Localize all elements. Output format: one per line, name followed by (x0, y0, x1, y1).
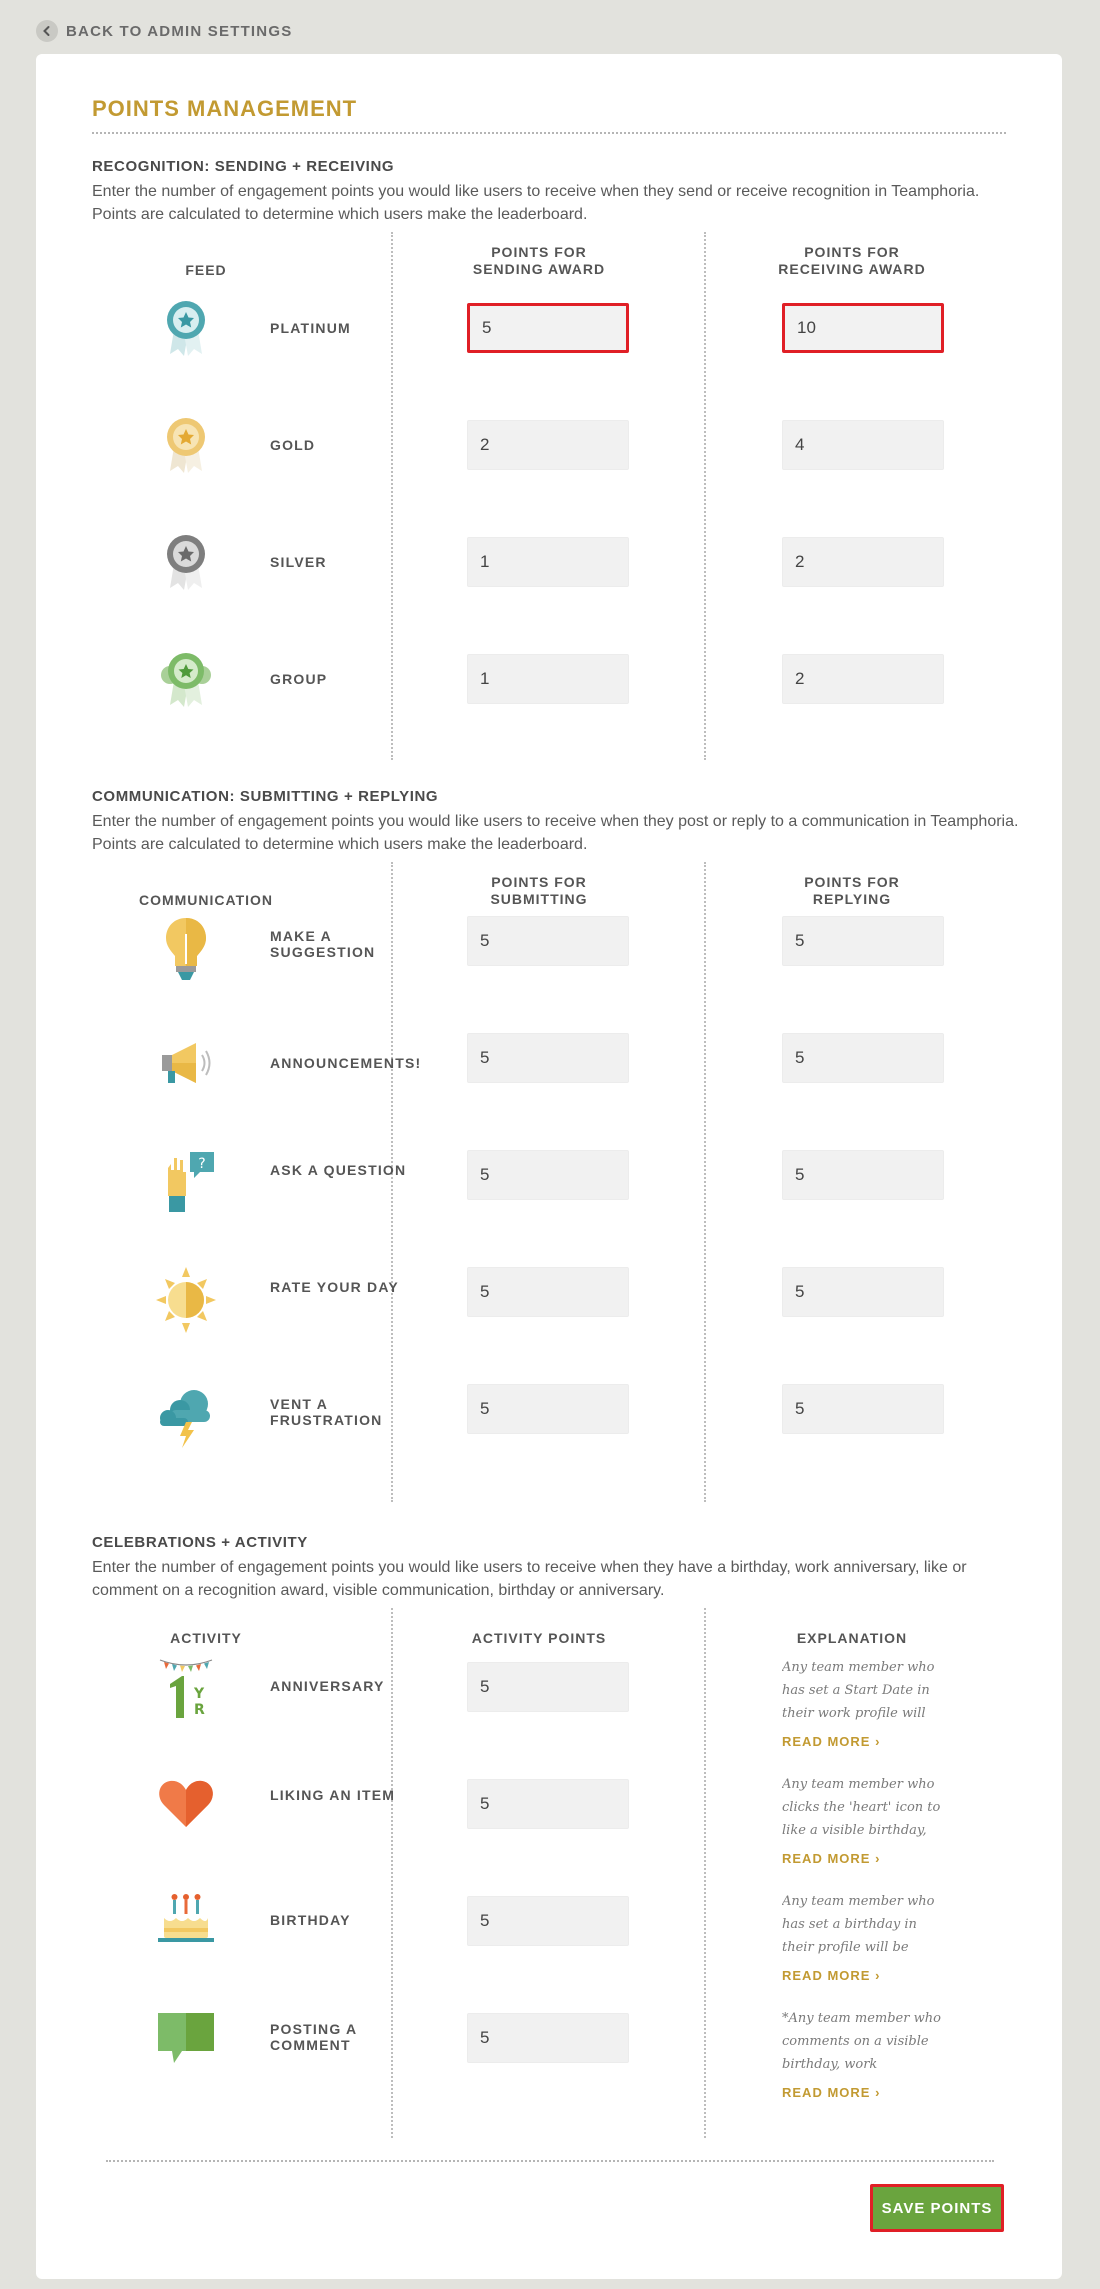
anniversary-icon (156, 1654, 216, 1724)
communication-row-suggestion (36, 916, 1062, 976)
communication-title: COMMUNICATION: SUBMITTING + REPLYING (92, 788, 439, 805)
recognition-description: Enter the number of engagement points you would like users to receive when they send or receive recognition in Teamphoria. Points are calculated to determine which users make the leaderboard. (92, 183, 980, 223)
communication-row-question (36, 1150, 1062, 1210)
platinum-sending-points-input[interactable] (467, 303, 629, 353)
announcements-replying-points-input[interactable] (782, 1033, 944, 1083)
group-award-icon (156, 649, 216, 709)
svg-text:Y: Y (194, 1686, 205, 1702)
silver-receiving-points-input[interactable] (782, 537, 944, 587)
activity-points-column-header: ACTIVITY POINTS (471, 1630, 607, 1646)
activity-row-comment (36, 2007, 1062, 2100)
recognition-row-silver (36, 532, 1062, 592)
gold-sending-points-input[interactable] (467, 420, 629, 470)
sun-icon (156, 1265, 216, 1335)
activity-row-label: POSTING A COMMENT (270, 2021, 357, 2053)
communication-row-label: VENT A FRUSTRATION (270, 1396, 383, 1428)
birthday-points-input[interactable] (467, 1896, 629, 1946)
recognition-row-label: PLATINUM (270, 320, 351, 336)
anniversary-explanation: Any team member who has set a Start Date in their work profile will (782, 1660, 935, 1721)
activity-row-anniversary (36, 1656, 1062, 1749)
recognition-row-label: GOLD (270, 437, 316, 453)
communication-row-label: ASK A QUESTION (270, 1162, 407, 1178)
read-more-label: READ MORE (782, 1968, 871, 1983)
chevron-right-icon: › (875, 1734, 881, 1749)
feed-column-header: FEED (185, 262, 227, 278)
title-divider (92, 132, 1006, 134)
vent-replying-points-input[interactable] (782, 1384, 944, 1434)
rate-day-replying-points-input[interactable] (782, 1267, 944, 1317)
comment-explanation: *Any team member who comments on a visible birthday, work (782, 2011, 941, 2072)
lightbulb-icon (156, 914, 216, 984)
back-to-admin-settings-link[interactable] (36, 20, 292, 42)
anniversary-points-input[interactable] (467, 1662, 629, 1712)
recognition-row-platinum (36, 298, 1062, 358)
communication-row-label: ANNOUNCEMENTS! (270, 1055, 422, 1071)
page-title: POINTS MANAGEMENT (92, 96, 358, 121)
communication-description: Enter the number of engagement points you would like users to receive when they post or reply to a communication in Teamphoria. Points are calculated to determine which users make the leaderboard. (92, 813, 1019, 853)
birthday-cake-icon (156, 1890, 216, 1950)
communication-row-announcements (36, 1033, 1062, 1093)
activity-column-header: ACTIVITY (170, 1630, 242, 1646)
celebrations-description: Enter the number of engagement points you would like users to receive when they have a birthday, work anniversary, like or comment on a recognition award, visible communication, birthday or anniversary. (92, 1559, 967, 1599)
recognition-row-gold (36, 415, 1062, 475)
activity-row-label: BIRTHDAY (270, 1912, 351, 1928)
platinum-award-icon (156, 298, 216, 358)
recognition-row-label: GROUP (270, 671, 328, 687)
recognition-title: RECOGNITION: SENDING + RECEIVING (92, 158, 395, 175)
read-more-label: READ MORE (782, 2085, 871, 2100)
chevron-left-icon (36, 20, 58, 42)
communication-row-rate-day (36, 1267, 1062, 1327)
communication-row-label: RATE YOUR DAY (270, 1279, 399, 1295)
celebrations-title: CELEBRATIONS + ACTIVITY (92, 1534, 308, 1551)
activity-row-birthday (36, 1890, 1062, 1983)
question-replying-points-input[interactable] (782, 1150, 944, 1200)
read-more-label: READ MORE (782, 1734, 871, 1749)
communication-column-header: COMMUNICATION (138, 892, 274, 908)
explanation-column-header: EXPLANATION (796, 1630, 908, 1646)
platinum-receiving-points-input[interactable] (782, 303, 944, 353)
submitting-column-header: POINTS FOR SUBMITTING (490, 874, 588, 907)
vent-submitting-points-input[interactable] (467, 1384, 629, 1434)
megaphone-icon (156, 1033, 216, 1093)
activity-row-liking (36, 1773, 1062, 1866)
suggestion-replying-points-input[interactable] (782, 916, 944, 966)
liking-points-input[interactable] (467, 1779, 629, 1829)
recognition-row-label: SILVER (270, 554, 327, 570)
question-submitting-points-input[interactable] (467, 1150, 629, 1200)
comment-icon (156, 2007, 216, 2067)
svg-text:R: R (194, 1702, 205, 1718)
comment-points-input[interactable] (467, 2013, 629, 2063)
read-more-label: READ MORE (782, 1851, 871, 1866)
communication-row-vent (36, 1384, 1062, 1444)
gold-receiving-points-input[interactable] (782, 420, 944, 470)
liking-explanation: Any team member who clicks the 'heart' icon to like a visible birthday, (782, 1777, 941, 1838)
birthday-explanation: Any team member who has set a birthday in their profile will be (782, 1894, 935, 1955)
points-management-card (36, 54, 1062, 2279)
group-sending-points-input[interactable] (467, 654, 629, 704)
recognition-row-group (36, 649, 1062, 709)
bottom-divider (106, 2160, 994, 2162)
communication-row-label: MAKE A SUGGESTION (270, 928, 376, 960)
sending-column-header: POINTS FOR SENDING AWARD (472, 244, 606, 277)
comment-read-more-link[interactable] (782, 2085, 880, 2100)
group-receiving-points-input[interactable] (782, 654, 944, 704)
heart-icon (156, 1773, 216, 1833)
storm-cloud-icon (156, 1382, 216, 1452)
gold-award-icon (156, 415, 216, 475)
raised-hand-question-icon (156, 1148, 216, 1218)
silver-sending-points-input[interactable] (467, 537, 629, 587)
replying-column-header: POINTS FOR REPLYING (804, 874, 900, 907)
liking-read-more-link[interactable] (782, 1851, 880, 1866)
suggestion-submitting-points-input[interactable] (467, 916, 629, 966)
save-points-button[interactable]: SAVE POINTS (870, 2184, 1004, 2232)
anniversary-read-more-link[interactable] (782, 1734, 880, 1749)
rate-day-submitting-points-input[interactable] (467, 1267, 629, 1317)
announcements-submitting-points-input[interactable] (467, 1033, 629, 1083)
receiving-column-header: POINTS FOR RECEIVING AWARD (778, 244, 926, 277)
chevron-right-icon: › (875, 1851, 881, 1866)
back-link-label: BACK TO ADMIN SETTINGS (66, 22, 293, 40)
chevron-right-icon: › (875, 1968, 881, 1983)
svg-text:?: ? (198, 1156, 206, 1172)
activity-row-label: LIKING AN ITEM (270, 1787, 396, 1803)
chevron-right-icon: › (875, 2085, 881, 2100)
activity-row-label: ANNIVERSARY (270, 1678, 385, 1694)
silver-award-icon (156, 532, 216, 592)
birthday-read-more-link[interactable] (782, 1968, 880, 1983)
